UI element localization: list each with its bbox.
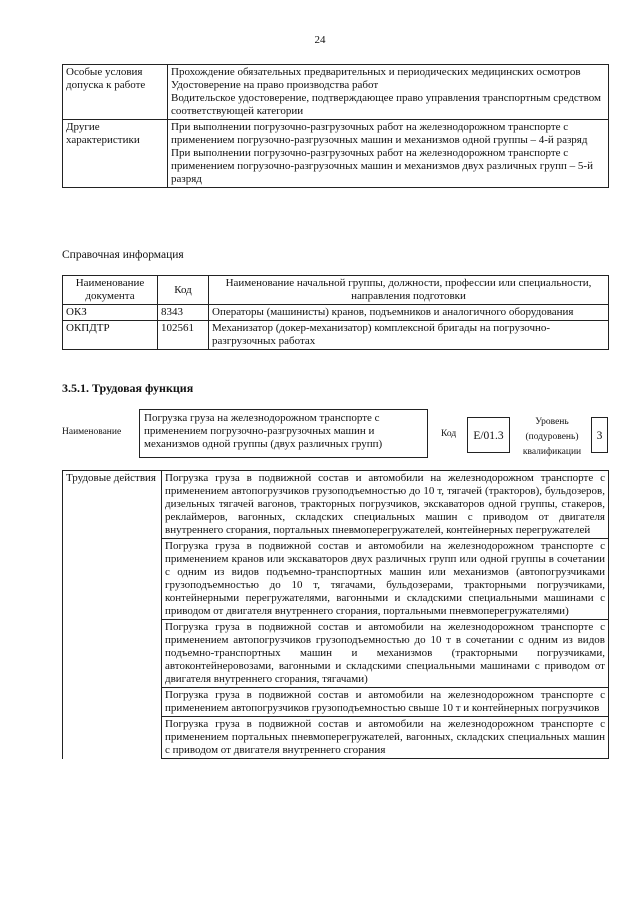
page-number: 24 bbox=[314, 34, 326, 46]
list-item: Удостоверение на право производства работ bbox=[171, 79, 379, 91]
list-item: Прохождение обязательных предварительных и периодических медицинских осмотров bbox=[171, 66, 581, 78]
reference-heading: Справочная информация bbox=[62, 249, 184, 261]
table-row bbox=[63, 65, 609, 120]
row-content bbox=[168, 65, 609, 120]
section-heading: 3.5.1. Трудовая функция bbox=[62, 381, 194, 395]
list-item: При выполнении погрузочно-разгрузочных работ на железнодорожном транспорте с применением погрузочно-разгрузочных машин и механизмов двух различных групп – 5-й разряд bbox=[171, 147, 593, 185]
conditions-table bbox=[62, 64, 609, 188]
table-cell: 8343 bbox=[158, 305, 209, 321]
table-cell: Операторы (машинисты) кранов, подъемников и аналогичного оборудования bbox=[209, 305, 609, 321]
function-code: E/01.3 bbox=[467, 417, 510, 453]
column-header: Наименование документа bbox=[63, 276, 158, 305]
table-row bbox=[63, 305, 609, 321]
row-label: Другие характеристики bbox=[63, 120, 168, 188]
table-row bbox=[63, 471, 609, 539]
table-cell: ОКЗ bbox=[63, 305, 158, 321]
table-cell: Механизатор (докер-механизатор) комплексной бригады на погрузочно-разгрузочных работах bbox=[209, 321, 609, 350]
row-content bbox=[168, 120, 609, 188]
column-header: Код bbox=[158, 276, 209, 305]
row-label: Особые условия допуска к работе bbox=[63, 65, 168, 120]
list-item: Водительское удостоверение, подтверждающее право управления транспортным средством соответствующей категории bbox=[171, 92, 601, 117]
code-label: Код bbox=[441, 429, 457, 439]
row-label: Трудовые действия bbox=[63, 471, 162, 759]
table-cell: 102561 bbox=[158, 321, 209, 350]
action-item: Погрузка груза в подвижной состав и автомобили на железнодорожном транспорте с применением автопогрузчиков грузоподъемностью свыше 10 т и контейнерных погрузчиков bbox=[162, 688, 609, 717]
table-row bbox=[63, 120, 609, 188]
table-row bbox=[63, 321, 609, 350]
column-header: Наименование начальной группы, должности, профессии или специальности, направления подготовки bbox=[209, 276, 609, 305]
table-header-row bbox=[63, 276, 609, 305]
action-item: Погрузка груза в подвижной состав и автомобили на железнодорожном транспорте с применением автопогрузчиков грузоподъемностью до 10 т, тягачей (тракторов), бульдозеров, дизельных тягачей вагонов, тракторных погрузчиков, экскаваторов одной группы, стакеров, реклаймеров, вагонных, складских специальных машин с приводом от двигателя внутреннего сгорания, портальных пневмоперегружателей, контейнерных перегружателей bbox=[162, 471, 609, 539]
function-level: 3 bbox=[591, 417, 608, 453]
list-item: При выполнении погрузочно-разгрузочных работ на железнодорожном транспорте с применением погрузочно-разгрузочных машин и механизмов одной группы – 4-й разряд bbox=[171, 121, 588, 146]
function-name: Погрузка груза на железнодорожном транспорте с применением погрузочно-разгрузочных машин и механизмов одной группы (двух различных групп) bbox=[139, 409, 428, 458]
action-item: Погрузка груза в подвижной состав и автомобили на железнодорожном транспорте с применением портальных пневмоперегружателей, вагонных, складских специальных машин с приводом от двигателя внутреннего сгорания bbox=[162, 717, 609, 759]
action-item: Погрузка груза в подвижной состав и автомобили на железнодорожном транспорте с применением кранов или экскаваторов двух различных групп или одной группы в сочетании с одним из видов подъемно-транспортных машин или механизмов (автопогрузчиками грузоподъемностью до 10 т, тягачами, бульдозерами, тракторными погрузчиками, контейнерными перегружателями, вагонными и складскими специальными машинами с приводом от двигателя внутреннего сгорания, портальными пневмоперегружателями) bbox=[162, 539, 609, 620]
actions-table bbox=[62, 470, 609, 759]
table-cell: ОКПДТР bbox=[63, 321, 158, 350]
action-item: Погрузка груза в подвижной состав и автомобили на железнодорожном транспорте с применением автопогрузчиков грузоподъемностью до 10 т в сочетании с одним из видов подъемно-транспортных машин и механизмов (тракторными погрузчиками, автоконтейнеровозами, вагонными и складскими специальными машинами с приводом от двигателя внутреннего сгорания, тягачами) bbox=[162, 620, 609, 688]
name-label: Наименование bbox=[62, 427, 122, 437]
level-label: Уровень (подуровень) квалификации bbox=[522, 417, 582, 457]
reference-table bbox=[62, 275, 609, 350]
